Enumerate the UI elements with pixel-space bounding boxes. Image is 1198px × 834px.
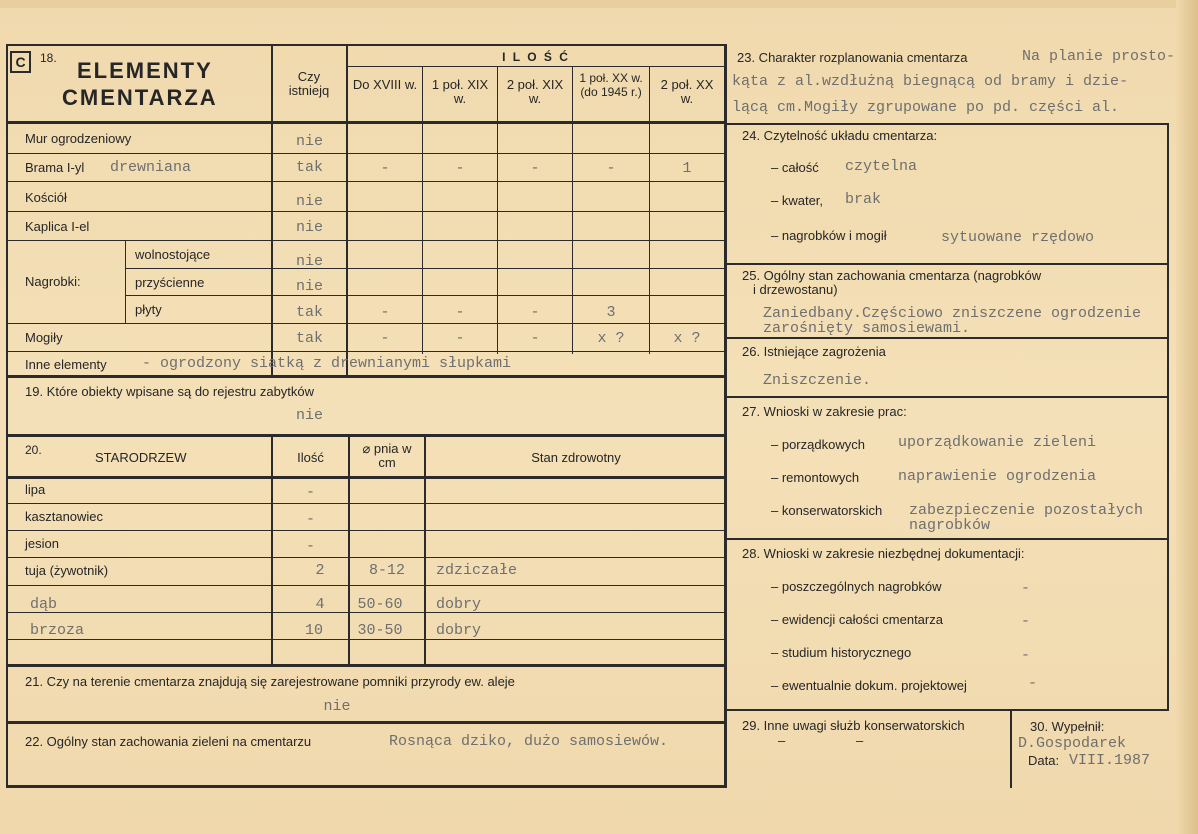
cell-value: -	[530, 330, 540, 347]
q24-item-label: – nagrobków i mogił	[771, 228, 887, 243]
column-header-stan: Stan zdrowotny	[531, 450, 621, 465]
q24-item-value: sytuowane rzędowo	[941, 229, 1095, 246]
tree-name: brzoza	[30, 622, 85, 639]
q23-line1: Na planie prosto-	[1022, 48, 1176, 65]
column-header-czy: Czy istniejq	[288, 69, 330, 98]
q25-label-line1: 25. Ogólny stan zachowania cmentarza (nagrobków	[742, 268, 1042, 283]
q26-label: 26. Istniejące zagrożenia	[742, 344, 886, 359]
grid-line	[1010, 710, 1012, 788]
exists-mogily: tak	[295, 330, 323, 347]
q27-item-value: naprawienie ogrodzenia	[898, 468, 1097, 485]
grid-line	[726, 123, 1169, 125]
q30-date-label: Data:	[1028, 753, 1060, 768]
q28-item-value: -	[1021, 613, 1031, 630]
cell-value: x ?	[597, 330, 625, 347]
row-label-kaplica: Kaplica I-el	[25, 219, 90, 234]
grid-line	[6, 503, 726, 504]
q20-number: 20.	[25, 443, 42, 457]
q21-value: nie	[323, 698, 351, 715]
grid-line	[6, 476, 726, 479]
row-label-wolnostojace: wolnostojące	[135, 247, 211, 262]
ilosc-header: I L O Ś Ć	[502, 50, 570, 64]
row-label-kosciol: Kościół	[25, 190, 67, 205]
grid-line	[726, 337, 1169, 339]
tree-diameter: 30-50	[357, 622, 403, 639]
section-number: 18.	[40, 51, 57, 65]
q28-label: 28. Wnioski w zakresie niezbędnej dokumentacji:	[742, 546, 1025, 561]
grid-line	[649, 66, 650, 354]
cell-value: -	[455, 304, 465, 321]
q28-item-value: -	[1028, 675, 1038, 692]
column-header-1pol-xx: 1 poł. XX w. (do 1945 r.)	[579, 71, 643, 99]
q20-title: STARODRZEW	[95, 450, 187, 465]
q24-item-label: – całość	[771, 160, 819, 175]
paper-edge	[0, 0, 1198, 8]
exists-mur: nie	[295, 133, 323, 150]
q22-value: Rosnąca dziko, dużo samosiewów.	[389, 733, 669, 750]
grid-line	[125, 268, 726, 269]
tree-count: -	[305, 538, 315, 555]
column-header-pien: ⌀ pnia w cm	[362, 441, 412, 470]
row-label-mogily: Mogiły	[25, 330, 63, 345]
grid-line	[348, 66, 724, 67]
grid-line	[1167, 123, 1169, 709]
tree-count: 4	[315, 596, 325, 613]
grid-line	[6, 323, 726, 324]
grid-line	[6, 351, 726, 352]
q27-item-value: uporządkowanie zieleni	[898, 434, 1097, 451]
grid-line	[726, 538, 1169, 540]
row-label-inne: Inne elementy	[25, 357, 107, 372]
q25-label-line2: i drzewostanu)	[753, 282, 838, 297]
grid-line	[6, 721, 726, 724]
grid-line	[6, 434, 726, 437]
cell-value: 1	[682, 160, 692, 177]
cell-value: -	[606, 160, 616, 177]
row-label-mur: Mur ogrodzeniowy	[25, 131, 132, 146]
cell-value: -	[530, 160, 540, 177]
grid-line	[6, 664, 726, 667]
cell-value: x ?	[673, 330, 701, 347]
q27-item-label: – remontowych	[771, 470, 860, 485]
grid-line	[6, 375, 726, 378]
column-header-2pol-xix: 2 poł. XIX w.	[506, 77, 564, 106]
q30-date-value: VIII.1987	[1069, 752, 1151, 769]
inne-value: - ogrodzony siatką z drewnianymi słupkami	[142, 355, 512, 372]
frame-line	[6, 785, 726, 788]
exists-brama: tak	[295, 159, 323, 176]
q22-label: 22. Ogólny stan zachowania zieleni na cmentarzu	[25, 734, 312, 749]
grid-line	[726, 709, 1169, 711]
q27-item-label: – konserwatorskich	[771, 503, 883, 518]
q27-item-value: zabezpieczenie pozostałych	[909, 502, 1144, 519]
cell-value: -	[455, 330, 465, 347]
q25-line1: Zaniedbany.Częściowo zniszczene ogrodzenie	[763, 305, 1142, 322]
grid-line	[726, 263, 1169, 265]
q19-value: nie	[295, 407, 323, 424]
tree-count: -	[305, 511, 315, 528]
q26-value: Zniszczenie.	[763, 372, 872, 389]
row-label-brama: Brama I-yl	[25, 160, 85, 175]
q28-item-label: – poszczególnych nagrobków	[771, 579, 942, 594]
q28-item-label: – ewidencji całości cmentarza	[771, 612, 943, 627]
q28-item-value: -	[1021, 647, 1031, 664]
grid-line	[125, 240, 126, 324]
tree-name: jesion	[25, 536, 59, 551]
exists-przyscienne: nie	[295, 278, 323, 295]
cell-value: -	[380, 330, 390, 347]
tree-name: kasztanowiec	[25, 509, 104, 524]
q29-label: 29. Inne uwagi służb konserwatorskich	[742, 718, 965, 733]
cell-value: -	[530, 304, 540, 321]
grid-line	[6, 639, 726, 640]
exists-wolnostojace: nie	[295, 253, 323, 270]
q24-item-label: – kwater,	[771, 193, 824, 208]
column-header-2pol-xx: 2 poł. XX w.	[660, 77, 714, 106]
section-title-line1: ELEMENTY	[77, 58, 213, 83]
section-letter-box: C	[10, 51, 31, 73]
q19-label: 19. Które obiekty wpisane są do rejestru zabytków	[25, 384, 315, 399]
q30-label: 30. Wypełnił:	[1030, 719, 1105, 734]
section-title-line2: CMENTARZA	[62, 85, 218, 110]
q28-item-label: – studium historycznego	[771, 645, 912, 660]
q24-label: 24. Czytelność układu cmentarza:	[742, 128, 938, 143]
q25-line2: zarośnięty samosiewami.	[763, 320, 971, 337]
paper-edge-right	[1176, 0, 1198, 834]
tree-count: 2	[315, 562, 325, 579]
q30-name: D.Gospodarek	[1018, 735, 1127, 752]
grid-line	[6, 153, 726, 154]
q23-line3: lącą cm.Mogiły zgrupowane po pd. części al.	[732, 99, 1120, 116]
q23-line2: kąta z al.wzdłużną biegnącą od bramy i dzie-	[732, 73, 1129, 90]
exists-kaplica: nie	[295, 219, 323, 236]
column-header-1pol-xix: 1 poł. XIX w.	[431, 77, 489, 106]
grid-line	[6, 121, 726, 124]
q29-dash: –	[856, 733, 864, 748]
cell-value: -	[380, 304, 390, 321]
column-header-xviii: Do XVIII w.	[352, 77, 418, 92]
cell-value: -	[455, 160, 465, 177]
tree-name: tuja (żywotnik)	[25, 563, 109, 578]
q27-item-label: – porządkowych	[771, 437, 865, 452]
grid-line	[271, 44, 273, 376]
tree-diameter: 50-60	[357, 596, 403, 613]
frame-line	[6, 44, 726, 46]
grid-line	[6, 530, 726, 531]
q28-item-label: – ewentualnie dokum. projektowej	[771, 678, 967, 693]
tree-state: dobry	[436, 596, 482, 613]
tree-state: zdziczałe	[436, 562, 518, 579]
cell-value: 3	[606, 304, 616, 321]
grid-line	[6, 585, 726, 586]
tree-diameter: 8-12	[368, 562, 405, 579]
column-header-ilosc: Ilość	[297, 450, 324, 465]
exists-plyty: tak	[295, 304, 323, 321]
frame-line	[724, 44, 727, 788]
grid-line	[6, 181, 726, 182]
row-label-plyty: płyty	[135, 302, 162, 317]
grid-line	[346, 44, 348, 376]
grid-line	[6, 240, 726, 241]
q29-dash: –	[778, 733, 786, 748]
cell-value: -	[380, 160, 390, 177]
tree-count: 10	[304, 622, 323, 639]
exists-kosciol: nie	[295, 193, 323, 210]
q27-item-value2: nagrobków	[909, 517, 991, 534]
tree-count: -	[305, 484, 315, 501]
tree-state: dobry	[436, 622, 482, 639]
q24-item-value: brak	[845, 191, 882, 208]
q21-label: 21. Czy na terenie cmentarza znajdują się zarejestrowane pomniki przyrody ew. aleje	[25, 674, 515, 689]
row-label-przyscienne: przyścienne	[135, 275, 205, 290]
q23-label: 23. Charakter rozplanowania cmentarza	[737, 50, 968, 65]
grid-line	[726, 396, 1169, 398]
nagrobki-label: Nagrobki:	[25, 274, 81, 289]
q28-item-value: -	[1021, 580, 1031, 597]
q24-item-value: czytelna	[845, 158, 918, 175]
q27-label: 27. Wnioski w zakresie prac:	[742, 404, 907, 419]
grid-line	[125, 295, 726, 296]
frame-line	[6, 44, 8, 788]
row-extra-brama: drewniana	[110, 159, 192, 176]
grid-line	[6, 557, 726, 558]
tree-name: dąb	[30, 596, 58, 613]
tree-name: lipa	[25, 482, 46, 497]
grid-line	[6, 211, 726, 212]
grid-line	[424, 436, 426, 666]
